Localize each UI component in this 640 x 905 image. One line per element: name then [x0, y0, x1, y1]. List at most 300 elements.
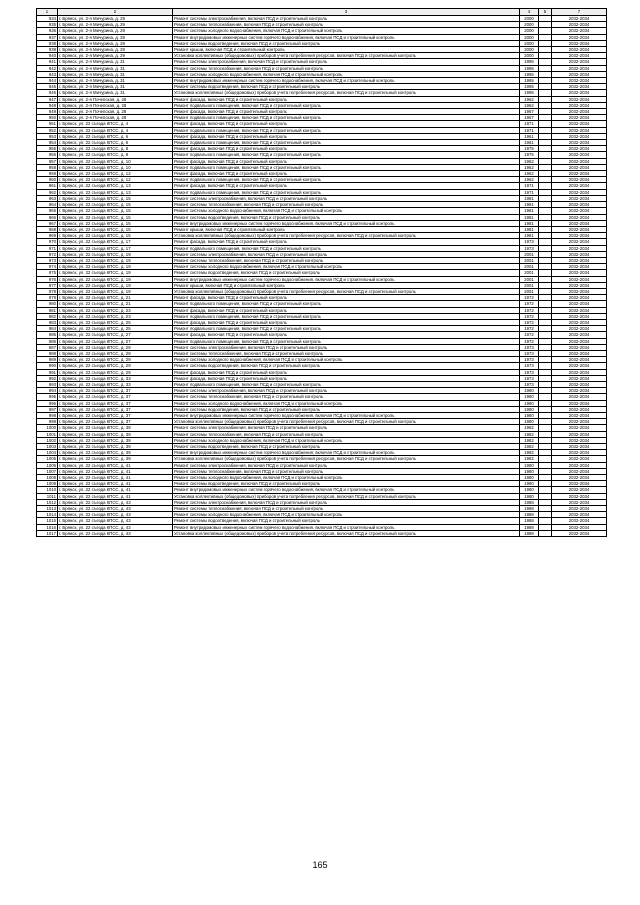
year-cell: 1962: [520, 164, 539, 170]
year-cell: 1982: [520, 444, 539, 450]
year-cell: 1995: [520, 90, 539, 96]
address-cell: г. Брянск, ул. 2-я Мичурина, д. 29: [58, 47, 173, 53]
year-cell: 1972: [520, 307, 539, 313]
work-type-cell: Ремонт системы теплоснабжения, включая ПСД и строительный контроль: [173, 22, 520, 28]
work-type-cell: Ремонт подвального помещения, включая ПСД и строительный контроль: [173, 381, 520, 387]
work-type-cell: Установка коллективных (общедомовых) приборов учета потребления ресурсов, включая ПСД и строительный контроль: [173, 530, 520, 536]
work-type-cell: Ремонт фасада, включая ПСД и строительный контроль: [173, 146, 520, 152]
year-cell: 1980: [520, 487, 539, 493]
work-type-cell: Ремонт системы холодного водоснабжения, включая ПСД и строительный контроль: [173, 264, 520, 270]
year-cell: 1995: [520, 84, 539, 90]
table-header: [37, 9, 607, 16]
row-number: 970: [37, 239, 58, 245]
address-cell: г. Брянск, ул. 22 съезда КПСС, д. 41: [58, 493, 173, 499]
period-cell: 2032-2034: [552, 152, 607, 158]
row-number: 990: [37, 363, 58, 369]
row-number: 968: [37, 226, 58, 232]
period-cell: 2032-2034: [552, 332, 607, 338]
address-cell: г. Брянск, ул. 2-я Мичурина, д. 31: [58, 65, 173, 71]
address-cell: г. Брянск, ул. 22 съезда КПСС, д. 43: [58, 506, 173, 512]
row-number: 946: [37, 90, 58, 96]
work-type-cell: Ремонт фасада, включая ПСД и строительный контроль: [173, 369, 520, 375]
year-cell: 1972: [520, 319, 539, 325]
row-number: 998: [37, 413, 58, 419]
row-number: 977: [37, 282, 58, 288]
row-number: 964: [37, 202, 58, 208]
row-number: 999: [37, 419, 58, 425]
address-cell: г. Брянск, ул. 22 съезда КПСС, д. 27: [58, 338, 173, 344]
period-cell: 2032-2034: [552, 487, 607, 493]
period-cell: 2032-2034: [552, 313, 607, 319]
address-cell: г. Брянск, ул. 2-я Почепская, д. 28: [58, 115, 173, 121]
address-cell: г. Брянск, ул. 22 съезда КПСС, д. 33: [58, 375, 173, 381]
work-type-cell: Ремонт подвального помещения, включая ПСД и строительный контроль: [173, 301, 520, 307]
address-cell: г. Брянск, ул. 22 съезда КПСС, д. 41: [58, 468, 173, 474]
address-cell: г. Брянск, ул. 22 съезда КПСС, д. 8: [58, 152, 173, 158]
period-cell: 2032-2034: [552, 78, 607, 84]
period-cell: 2032-2034: [552, 257, 607, 263]
work-type-cell: Ремонт фасада, включая ПСД и строительный контроль: [173, 183, 520, 189]
period-cell: 2032-2034: [552, 270, 607, 276]
work-type-cell: Ремонт системы водоотведения, включая ПСД и строительный контроль: [173, 214, 520, 220]
work-type-cell: Ремонт фасада, включая ПСД и строительный контроль: [173, 133, 520, 139]
work-type-cell: Ремонт фасада, включая ПСД и строительный контроль: [173, 319, 520, 325]
work-type-cell: Ремонт системы холодного водоснабжения, включая ПСД и строительный контроль: [173, 28, 520, 34]
work-type-cell: Ремонт фасада, включая ПСД и строительный контроль: [173, 375, 520, 381]
work-type-cell: Ремонт подвального помещения, включая ПСД и строительный контроль: [173, 189, 520, 195]
work-type-cell: Ремонт системы теплоснабжения, включая ПСД и строительный контроль: [173, 394, 520, 400]
year-cell: 1971: [520, 189, 539, 195]
row-number: 992: [37, 375, 58, 381]
row-number: 952: [37, 127, 58, 133]
period-cell: 2032-2034: [552, 400, 607, 406]
row-number: 978: [37, 288, 58, 294]
year-cell: 2001: [520, 264, 539, 270]
work-type-cell: Ремонт системы теплоснабжения, включая ПСД и строительный контроль: [173, 468, 520, 474]
period-cell: 2032-2034: [552, 71, 607, 77]
address-cell: г. Брянск, ул. 22 съезда КПСС, д. 15: [58, 226, 173, 232]
address-cell: г. Брянск, ул. 22 съезда КПСС, д. 6: [58, 140, 173, 146]
year-cell: 1973: [520, 357, 539, 363]
year-cell: 1967: [520, 109, 539, 115]
period-cell: 2032-2034: [552, 338, 607, 344]
period-cell: 2032-2034: [552, 301, 607, 307]
period-cell: 2032-2034: [552, 276, 607, 282]
row-number: 972: [37, 251, 58, 257]
year-cell: 1982: [520, 450, 539, 456]
header-row: [37, 9, 607, 16]
address-cell: г. Брянск, ул. 22 съезда КПСС, д. 27: [58, 332, 173, 338]
row-number: 986: [37, 338, 58, 344]
period-cell: 2032-2034: [552, 524, 607, 530]
period-cell: 2032-2034: [552, 437, 607, 443]
period-cell: 2032-2034: [552, 481, 607, 487]
period-cell: 2032-2034: [552, 512, 607, 518]
period-cell: 2032-2034: [552, 245, 607, 251]
address-cell: г. Брянск, ул. 2-я Мичурина, д. 29: [58, 53, 173, 59]
row-number: 961: [37, 183, 58, 189]
address-cell: г. Брянск, ул. 22 съезда КПСС, д. 41: [58, 475, 173, 481]
address-cell: г. Брянск, ул. 22 съезда КПСС, д. 41: [58, 487, 173, 493]
row-number: 993: [37, 381, 58, 387]
work-type-cell: Ремонт системы водоотведения, включая ПСД и строительный контроль: [173, 84, 520, 90]
work-type-cell: Ремонт системы теплоснабжения, включая ПСД и строительный контроль: [173, 431, 520, 437]
row-number: 1009: [37, 481, 58, 487]
work-type-cell: Ремонт подвального помещения, включая ПСД и строительный контроль: [173, 245, 520, 251]
address-cell: г. Брянск, ул. 22 съезда КПСС, д. 43: [58, 518, 173, 524]
work-type-cell: Ремонт системы водоотведения, включая ПСД и строительный контроль: [173, 481, 520, 487]
year-cell: 1972: [520, 295, 539, 301]
row-number: 974: [37, 264, 58, 270]
work-type-cell: Установка коллективных (общедомовых) приборов учета потребления ресурсов, включая ПСД и строительный контроль: [173, 288, 520, 294]
year-cell: 1973: [520, 363, 539, 369]
row-number: 960: [37, 177, 58, 183]
work-type-cell: Ремонт внутридомовых инженерных систем горячего водоснабжения, включая ПСД и строительный контроль: [173, 487, 520, 493]
work-type-cell: Ремонт внутридомовых инженерных систем горячего водоснабжения, включая ПСД и строительный контроль: [173, 34, 520, 40]
year-cell: 1967: [520, 115, 539, 121]
year-cell: 1962: [520, 171, 539, 177]
year-cell: 1962: [520, 102, 539, 108]
row-number: 958: [37, 164, 58, 170]
address-cell: г. Брянск, ул. 22 съезда КПСС, д. 39: [58, 456, 173, 462]
address-cell: г. Брянск, ул. 22 съезда КПСС, д. 12: [58, 177, 173, 183]
year-cell: 1981: [520, 233, 539, 239]
address-cell: г. Брянск, ул. 22 съезда КПСС, д. 39: [58, 444, 173, 450]
year-cell: 1975: [520, 146, 539, 152]
row-number: 954: [37, 140, 58, 146]
row-number: 969: [37, 233, 58, 239]
work-type-cell: Ремонт внутридомовых инженерных систем горячего водоснабжения, включая ПСД и строительный контроль: [173, 276, 520, 282]
work-type-cell: Ремонт крыши, включая ПСД и строительный контроль: [173, 47, 520, 53]
row-number: 996: [37, 400, 58, 406]
address-cell: г. Брянск, ул. 22 съезда КПСС, д. 43: [58, 499, 173, 505]
work-type-cell: Ремонт подвального помещения, включая ПСД и строительный контроль: [173, 127, 520, 133]
row-number: 981: [37, 307, 58, 313]
year-cell: 2001: [520, 251, 539, 257]
year-cell: 1988: [520, 512, 539, 518]
work-type-cell: Ремонт фасада, включая ПСД и строительный контроль: [173, 109, 520, 115]
year-cell: 1988: [520, 530, 539, 536]
year-cell: 1981: [520, 226, 539, 232]
work-type-cell: Ремонт подвального помещения, включая ПСД и строительный контроль: [173, 102, 520, 108]
address-cell: г. Брянск, ул. 22 съезда КПСС, д. 37: [58, 394, 173, 400]
address-cell: г. Брянск, ул. 2-я Почепская, д. 28: [58, 96, 173, 102]
work-type-cell: Ремонт системы теплоснабжения, включая ПСД и строительный контроль: [173, 65, 520, 71]
period-cell: 2032-2034: [552, 425, 607, 431]
year-cell: 1982: [520, 431, 539, 437]
row-number: 980: [37, 301, 58, 307]
year-cell: 1962: [520, 158, 539, 164]
address-cell: г. Брянск, ул. 2-я Мичурина, д. 31: [58, 90, 173, 96]
row-number: 951: [37, 121, 58, 127]
row-number: 942: [37, 65, 58, 71]
address-cell: г. Брянск, ул. 22 съезда КПСС, д. 29: [58, 369, 173, 375]
work-type-cell: Ремонт фасада, включая ПСД и строительный контроль: [173, 96, 520, 102]
period-cell: 2032-2034: [552, 394, 607, 400]
address-cell: г. Брянск, ул. 22 съезда КПСС, д. 10: [58, 158, 173, 164]
year-cell: 1980: [520, 406, 539, 412]
row-number: 941: [37, 59, 58, 65]
year-cell: 2000: [520, 53, 539, 59]
year-cell: 1980: [520, 394, 539, 400]
period-cell: 2032-2034: [552, 40, 607, 46]
work-type-cell: Ремонт системы водоотведения, включая ПСД и строительный контроль: [173, 40, 520, 46]
work-type-cell: Ремонт внутридомовых инженерных систем горячего водоснабжения, включая ПСД и строительный контроль: [173, 524, 520, 530]
work-type-cell: Ремонт фасада, включая ПСД и строительный контроль: [173, 307, 520, 313]
year-cell: 1982: [520, 456, 539, 462]
work-type-cell: Установка коллективных (общедомовых) приборов учета потребления ресурсов, включая ПСД и строительный контроль: [173, 90, 520, 96]
period-cell: 2032-2034: [552, 177, 607, 183]
year-cell: 1961: [520, 133, 539, 139]
work-type-cell: Ремонт фасада, включая ПСД и строительный контроль: [173, 295, 520, 301]
year-cell: 1972: [520, 301, 539, 307]
period-cell: 2032-2034: [552, 47, 607, 53]
address-cell: г. Брянск, ул. 22 съезда КПСС, д. 19: [58, 270, 173, 276]
address-cell: г. Брянск, ул. 22 съезда КПСС, д. 15: [58, 195, 173, 201]
row-number: 982: [37, 313, 58, 319]
period-cell: 2032-2034: [552, 16, 607, 22]
address-cell: г. Брянск, ул. 22 съезда КПСС, д. 13: [58, 189, 173, 195]
table-row: [37, 530, 607, 536]
address-cell: г. Брянск, ул. 22 съезда КПСС, д. 23: [58, 313, 173, 319]
period-cell: 2032-2034: [552, 307, 607, 313]
address-cell: г. Брянск, ул. 22 съезда КПСС, д. 21: [58, 301, 173, 307]
work-type-cell: Ремонт системы холодного водоснабжения, включая ПСД и строительный контроль: [173, 475, 520, 481]
address-cell: г. Брянск, ул. 22 съезда КПСС, д. 33: [58, 381, 173, 387]
work-type-cell: Ремонт системы холодного водоснабжения, включая ПСД и строительный контроль: [173, 400, 520, 406]
row-number: 1016: [37, 524, 58, 530]
address-cell: г. Брянск, ул. 22 съезда КПСС, д. 8: [58, 146, 173, 152]
address-cell: г. Брянск, ул. 2-я Мичурина, д. 31: [58, 78, 173, 84]
period-cell: 2032-2034: [552, 319, 607, 325]
address-cell: г. Брянск, ул. 22 съезда КПСС, д. 23: [58, 307, 173, 313]
work-type-cell: Ремонт внутридомовых инженерных систем горячего водоснабжения, включая ПСД и строительный контроль: [173, 220, 520, 226]
address-cell: г. Брянск, ул. 22 съезда КПСС, д. 29: [58, 350, 173, 356]
row-number: 1011: [37, 493, 58, 499]
row-number: 955: [37, 146, 58, 152]
work-type-cell: Ремонт системы водоотведения, включая ПСД и строительный контроль: [173, 363, 520, 369]
row-number: 1002: [37, 437, 58, 443]
address-cell: г. Брянск, ул. 22 съезда КПСС, д. 41: [58, 481, 173, 487]
year-cell: 2001: [520, 257, 539, 263]
work-type-cell: Ремонт системы теплоснабжения, включая ПСД и строительный контроль: [173, 257, 520, 263]
column-header: 4: [520, 9, 539, 16]
work-type-cell: Ремонт системы водоотведения, включая ПСД и строительный контроль: [173, 444, 520, 450]
address-cell: г. Брянск, ул. 22 съезда КПСС, д. 17: [58, 239, 173, 245]
work-type-cell: Установка коллективных (общедомовых) приборов учета потребления ресурсов, включая ПСД и строительный контроль: [173, 233, 520, 239]
row-number: 1007: [37, 468, 58, 474]
row-number: 945: [37, 84, 58, 90]
year-cell: 2000: [520, 34, 539, 40]
column-header: 3: [173, 9, 520, 16]
row-number: 975: [37, 270, 58, 276]
address-cell: г. Брянск, ул. 22 съезда КПСС, д. 15: [58, 208, 173, 214]
work-type-cell: Ремонт системы электроснабжения, включая ПСД и строительный контроль: [173, 499, 520, 505]
period-cell: 2032-2034: [552, 102, 607, 108]
year-cell: 2001: [520, 282, 539, 288]
address-cell: г. Брянск, ул. 22 съезда КПСС, д. 12: [58, 171, 173, 177]
row-number: 953: [37, 133, 58, 139]
period-cell: 2032-2034: [552, 251, 607, 257]
address-cell: г. Брянск, ул. 22 съезда КПСС, д. 19: [58, 282, 173, 288]
work-type-cell: Ремонт подвального помещения, включая ПСД и строительный контроль: [173, 326, 520, 332]
period-cell: 2032-2034: [552, 506, 607, 512]
year-cell: 1981: [520, 195, 539, 201]
year-cell: 1973: [520, 350, 539, 356]
row-number: 949: [37, 109, 58, 115]
row-number: 1017: [37, 530, 58, 536]
work-type-cell: Ремонт системы водоотведения, включая ПСД и строительный контроль: [173, 518, 520, 524]
address-cell: г. Брянск, ул. 22 съезда КПСС, д. 15: [58, 202, 173, 208]
address-cell: г. Брянск, ул. 2-я Мичурина, д. 31: [58, 59, 173, 65]
period-cell: 2032-2034: [552, 195, 607, 201]
row-number: 1001: [37, 431, 58, 437]
row-number: 976: [37, 276, 58, 282]
row-number: 997: [37, 406, 58, 412]
period-cell: 2032-2034: [552, 96, 607, 102]
address-cell: г. Брянск, ул. 22 съезда КПСС, д. 39: [58, 425, 173, 431]
period-cell: 2032-2034: [552, 363, 607, 369]
address-cell: г. Брянск, ул. 22 съезда КПСС, д. 19: [58, 288, 173, 294]
period-cell: 2032-2034: [552, 90, 607, 96]
year-cell: 1973: [520, 369, 539, 375]
year-cell: 1962: [520, 96, 539, 102]
year-cell: 1995: [520, 65, 539, 71]
year-cell: 1971: [520, 121, 539, 127]
period-cell: 2032-2034: [552, 518, 607, 524]
period-cell: 2032-2034: [552, 127, 607, 133]
year-cell: 2000: [520, 40, 539, 46]
year-cell: 2000: [520, 22, 539, 28]
row-number: 934: [37, 16, 58, 22]
address-cell: г. Брянск, ул. 22 съезда КПСС, д. 37: [58, 388, 173, 394]
work-type-cell: Ремонт подвального помещения, включая ПСД и строительный контроль: [173, 140, 520, 146]
work-type-cell: Установка коллективных (общедомовых) приборов учета потребления ресурсов, включая ПСД и строительный контроль: [173, 456, 520, 462]
address-cell: г. Брянск, ул. 22 съезда КПСС, д. 19: [58, 257, 173, 263]
address-cell: г. Брянск, ул. 2-я Мичурина, д. 29: [58, 40, 173, 46]
year-cell: 1973: [520, 381, 539, 387]
period-cell: 2032-2034: [552, 462, 607, 468]
year-cell: 1980: [520, 419, 539, 425]
work-type-cell: Ремонт подвального помещения, включая ПСД и строительный контроль: [173, 115, 520, 121]
year-cell: 1972: [520, 332, 539, 338]
year-cell: 1980: [520, 413, 539, 419]
year-cell: 1971: [520, 127, 539, 133]
row-number: 967: [37, 220, 58, 226]
address-cell: г. Брянск, ул. 22 съезда КПСС, д. 15: [58, 214, 173, 220]
row-number: 938: [37, 40, 58, 46]
period-cell: 2032-2034: [552, 22, 607, 28]
year-cell: 1961: [520, 140, 539, 146]
repair-schedule-table: [36, 8, 607, 537]
period-cell: 2032-2034: [552, 456, 607, 462]
period-cell: 2032-2034: [552, 121, 607, 127]
row-number: 991: [37, 369, 58, 375]
period-cell: 2032-2034: [552, 431, 607, 437]
work-type-cell: Ремонт системы холодного водоснабжения, включая ПСД и строительный контроль: [173, 512, 520, 518]
work-type-cell: Ремонт подвального помещения, включая ПСД и строительный контроль: [173, 164, 520, 170]
row-number: 985: [37, 332, 58, 338]
period-cell: 2032-2034: [552, 208, 607, 214]
row-number: 1003: [37, 444, 58, 450]
period-cell: 2032-2034: [552, 282, 607, 288]
row-number: 971: [37, 245, 58, 251]
address-cell: г. Брянск, ул. 22 съезда КПСС, д. 17: [58, 245, 173, 251]
address-cell: г. Брянск, ул. 22 съезда КПСС, д. 43: [58, 530, 173, 536]
year-cell: 2000: [520, 28, 539, 34]
work-type-cell: Ремонт системы электроснабжения, включая ПСД и строительный контроль: [173, 462, 520, 468]
row-number: 979: [37, 295, 58, 301]
address-cell: г. Брянск, ул. 22 съезда КПСС, д. 19: [58, 264, 173, 270]
address-cell: г. Брянск, ул. 2-я Мичурина, д. 31: [58, 71, 173, 77]
work-type-cell: Ремонт системы электроснабжения, включая ПСД и строительный контроль: [173, 251, 520, 257]
period-cell: 2032-2034: [552, 171, 607, 177]
address-cell: г. Брянск, ул. 2-я Мичурина, д. 29: [58, 28, 173, 34]
work-type-cell: Ремонт подвального помещения, включая ПСД и строительный контроль: [173, 338, 520, 344]
period-cell: 2032-2034: [552, 295, 607, 301]
period-cell: 2032-2034: [552, 493, 607, 499]
work-type-cell: Ремонт системы холодного водоснабжения, включая ПСД и строительный контроль: [173, 357, 520, 363]
period-cell: 2032-2034: [552, 189, 607, 195]
row-number: 1013: [37, 506, 58, 512]
period-cell: 2032-2034: [552, 34, 607, 40]
address-cell: г. Брянск, ул. 22 съезда КПСС, д. 29: [58, 344, 173, 350]
work-type-cell: Ремонт системы теплоснабжения, включая ПСД и строительный контроль: [173, 506, 520, 512]
year-cell: 1980: [520, 481, 539, 487]
year-cell: 1973: [520, 239, 539, 245]
period-cell: 2032-2034: [552, 220, 607, 226]
period-cell: 2032-2034: [552, 369, 607, 375]
row-number: 963: [37, 195, 58, 201]
address-cell: г. Брянск, ул. 22 съезда КПСС, д. 25: [58, 319, 173, 325]
work-type-cell: Ремонт подвального помещения, включая ПСД и строительный контроль: [173, 177, 520, 183]
year-cell: 1980: [520, 493, 539, 499]
address-cell: г. Брянск, ул. 22 съезда КПСС, д. 37: [58, 400, 173, 406]
work-type-cell: Ремонт крыши, включая ПСД и строительный контроль: [173, 226, 520, 232]
address-cell: г. Брянск, ул. 22 съезда КПСС, д. 4: [58, 121, 173, 127]
period-cell: 2032-2034: [552, 499, 607, 505]
address-cell: г. Брянск, ул. 22 съезда КПСС, д. 37: [58, 413, 173, 419]
row-number: 987: [37, 344, 58, 350]
period-cell: 2032-2034: [552, 233, 607, 239]
address-cell: г. Брянск, ул. 22 съезда КПСС, д. 37: [58, 419, 173, 425]
period-cell: 2032-2034: [552, 444, 607, 450]
year-cell: 1982: [520, 425, 539, 431]
address-cell: г. Брянск, ул. 22 съезда КПСС, д. 15: [58, 233, 173, 239]
period-cell: 2032-2034: [552, 146, 607, 152]
address-cell: г. Брянск, ул. 22 съезда КПСС, д. 10: [58, 164, 173, 170]
row-number: 944: [37, 78, 58, 84]
year-cell: 1980: [520, 388, 539, 394]
column-header: 2: [58, 9, 173, 16]
address-cell: г. Брянск, ул. 22 съезда КПСС, д. 6: [58, 133, 173, 139]
work-type-cell: Ремонт подвального помещения, включая ПСД и строительный контроль: [173, 313, 520, 319]
row-number: 937: [37, 34, 58, 40]
period-cell: 2032-2034: [552, 381, 607, 387]
work-type-cell: Ремонт системы электроснабжения, включая ПСД и строительный контроль: [173, 16, 520, 22]
row-number: 1012: [37, 499, 58, 505]
work-type-cell: Ремонт фасада, включая ПСД и строительный контроль: [173, 332, 520, 338]
column-header: 7: [552, 9, 607, 16]
work-type-cell: Ремонт системы электроснабжения, включая ПСД и строительный контроль: [173, 195, 520, 201]
address-cell: г. Брянск, ул. 22 съезда КПСС, д. 39: [58, 431, 173, 437]
address-cell: г. Брянск, ул. 22 съезда КПСС, д. 19: [58, 251, 173, 257]
period-cell: 2032-2034: [552, 202, 607, 208]
row-number: 988: [37, 350, 58, 356]
period-cell: 2032-2034: [552, 357, 607, 363]
year-cell: 1981: [520, 220, 539, 226]
period-cell: 2032-2034: [552, 468, 607, 474]
